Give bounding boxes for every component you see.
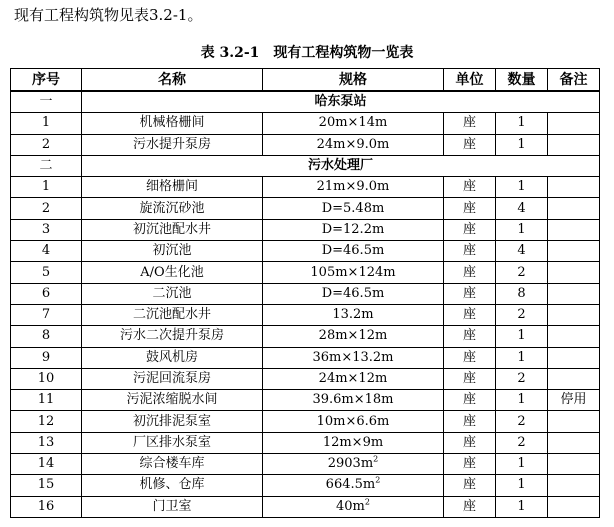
cell-name: 综合楼车库 [82,454,263,475]
table-row [11,411,600,432]
cell-spec: D=12.2m [263,219,444,240]
cell-unit: 座 [444,454,496,475]
table-row [11,304,600,325]
spec-exponent: 2 [373,454,379,464]
spec-value: 664.5m [325,477,376,493]
cell-index: 2 [11,198,82,219]
cell-remark [548,368,600,389]
cell-name: 初沉排泥泵室 [82,411,263,432]
cell-name: 二沉池 [82,283,263,304]
cell-name: 污水二次提升泵房 [82,326,263,347]
table-row [11,241,600,262]
table-row [11,368,600,389]
cell-qty: 2 [496,262,548,283]
cell-unit: 座 [444,326,496,347]
cell-name: 鼓风机房 [82,347,263,368]
section-title: 哈东泵站 [82,91,600,113]
cell-name: 污泥浓缩脱水间 [82,390,263,411]
header-row [11,69,600,92]
cell-name: 旋流沉砂池 [82,198,263,219]
table-row [11,177,600,198]
cell-qty: 4 [496,241,548,262]
cell-spec: 10m×6.6m [263,411,444,432]
cell-unit: 座 [444,304,496,325]
table-row [11,454,600,475]
cell-unit: 座 [444,177,496,198]
section-row [11,155,600,176]
cell-remark [548,283,600,304]
cell-name: 厂区排水泵室 [82,432,263,453]
cell-qty: 1 [496,496,548,517]
cell-index: 6 [11,283,82,304]
section-title: 污水处理厂 [82,155,600,176]
cell-spec: 105m×124m [263,262,444,283]
table-row [11,262,600,283]
header-name: 名称 [82,69,263,92]
spec-exponent: 2 [364,497,370,507]
table-title: 现有工程构筑物一览表 [273,45,414,61]
cell-index: 13 [11,432,82,453]
cell-qty: 1 [496,475,548,496]
cell-index: 1 [11,113,82,134]
table-body [11,91,600,517]
cell-unit: 座 [444,475,496,496]
cell-qty: 1 [496,113,548,134]
cell-remark [548,134,600,155]
cell-remark [548,198,600,219]
section-index: 二 [11,155,82,176]
cell-name: 污水提升泵房 [82,134,263,155]
cell-index: 15 [11,475,82,496]
table-row [11,219,600,240]
cell-unit: 座 [444,390,496,411]
cell-qty: 2 [496,432,548,453]
cell-remark [548,177,600,198]
cell-qty: 2 [496,368,548,389]
table-number: 表 3.2-1 [200,45,260,61]
cell-index: 14 [11,454,82,475]
cell-remark [548,454,600,475]
cell-name: 污泥回流泵房 [82,368,263,389]
spec-value: 40m [336,498,365,514]
header-remark: 备注 [548,69,600,92]
cell-index: 11 [11,390,82,411]
cell-unit: 座 [444,241,496,262]
cell-spec [263,475,444,496]
table-row [11,432,600,453]
cell-unit: 座 [444,134,496,155]
table-row [11,198,600,219]
cell-qty: 1 [496,326,548,347]
cell-qty: 1 [496,347,548,368]
cell-name: 二沉池配水井 [82,304,263,325]
cell-remark: 停用 [548,390,600,411]
cell-remark [548,411,600,432]
cell-remark [548,304,600,325]
cell-qty: 2 [496,411,548,432]
cell-remark [548,113,600,134]
cell-qty: 1 [496,177,548,198]
cell-unit: 座 [444,347,496,368]
structures-table [10,68,600,518]
table-row [11,283,600,304]
cell-qty: 1 [496,134,548,155]
cell-unit: 座 [444,198,496,219]
section-row [11,91,600,113]
cell-unit: 座 [444,219,496,240]
cell-qty: 1 [496,390,548,411]
table-row [11,390,600,411]
cell-remark [548,241,600,262]
cell-index: 2 [11,134,82,155]
cell-unit: 座 [444,262,496,283]
cell-spec: 39.6m×18m [263,390,444,411]
header-spec: 规格 [263,69,444,92]
cell-spec: 20m×14m [263,113,444,134]
cell-index: 5 [11,262,82,283]
cell-spec: 21m×9.0m [263,177,444,198]
table-row [11,496,600,517]
header-unit: 单位 [444,69,496,92]
cell-name: 机械格栅间 [82,113,263,134]
cell-unit: 座 [444,411,496,432]
cell-spec [263,496,444,517]
spec-exponent: 2 [375,476,381,486]
cell-unit: 座 [444,496,496,517]
cell-spec [263,454,444,475]
cell-spec: 12m×9m [263,432,444,453]
cell-remark [548,432,600,453]
cell-index: 4 [11,241,82,262]
section-index: 一 [11,91,82,113]
cell-spec: 13.2m [263,304,444,325]
cell-spec: 24m×9.0m [263,134,444,155]
table-row [11,113,600,134]
cell-index: 16 [11,496,82,517]
header-qty: 数量 [496,69,548,92]
cell-spec: D=46.5m [263,283,444,304]
table-row [11,475,600,496]
table-row [11,134,600,155]
cell-qty: 4 [496,198,548,219]
cell-remark [548,475,600,496]
cell-remark [548,219,600,240]
cell-name: 机修、仓库 [82,475,263,496]
cell-spec: D=46.5m [263,241,444,262]
header-index: 序号 [11,69,82,92]
cell-name: 细格栅间 [82,177,263,198]
cell-unit: 座 [444,368,496,389]
cell-remark [548,496,600,517]
spec-value: 2903m [327,456,374,472]
cell-name: 初沉池 [82,241,263,262]
cell-unit: 座 [444,432,496,453]
cell-index: 1 [11,177,82,198]
cell-spec: 36m×13.2m [263,347,444,368]
intro-text: 现有工程构筑物见表3.2-1。 [14,6,203,24]
cell-remark [548,326,600,347]
table-caption [0,43,614,63]
cell-index: 10 [11,368,82,389]
cell-name: 初沉池配水井 [82,219,263,240]
cell-index: 3 [11,219,82,240]
cell-name: A/O生化池 [82,262,263,283]
cell-qty: 2 [496,304,548,325]
cell-index: 9 [11,347,82,368]
cell-unit: 座 [444,113,496,134]
cell-remark [548,347,600,368]
cell-spec: 28m×12m [263,326,444,347]
cell-name: 门卫室 [82,496,263,517]
table-row [11,347,600,368]
cell-qty: 1 [496,454,548,475]
cell-spec: 24m×12m [263,368,444,389]
cell-qty: 8 [496,283,548,304]
cell-remark [548,262,600,283]
cell-index: 8 [11,326,82,347]
cell-qty: 1 [496,219,548,240]
cell-index: 12 [11,411,82,432]
cell-index: 7 [11,304,82,325]
table-row [11,326,600,347]
cell-spec: D=5.48m [263,198,444,219]
cell-unit: 座 [444,283,496,304]
